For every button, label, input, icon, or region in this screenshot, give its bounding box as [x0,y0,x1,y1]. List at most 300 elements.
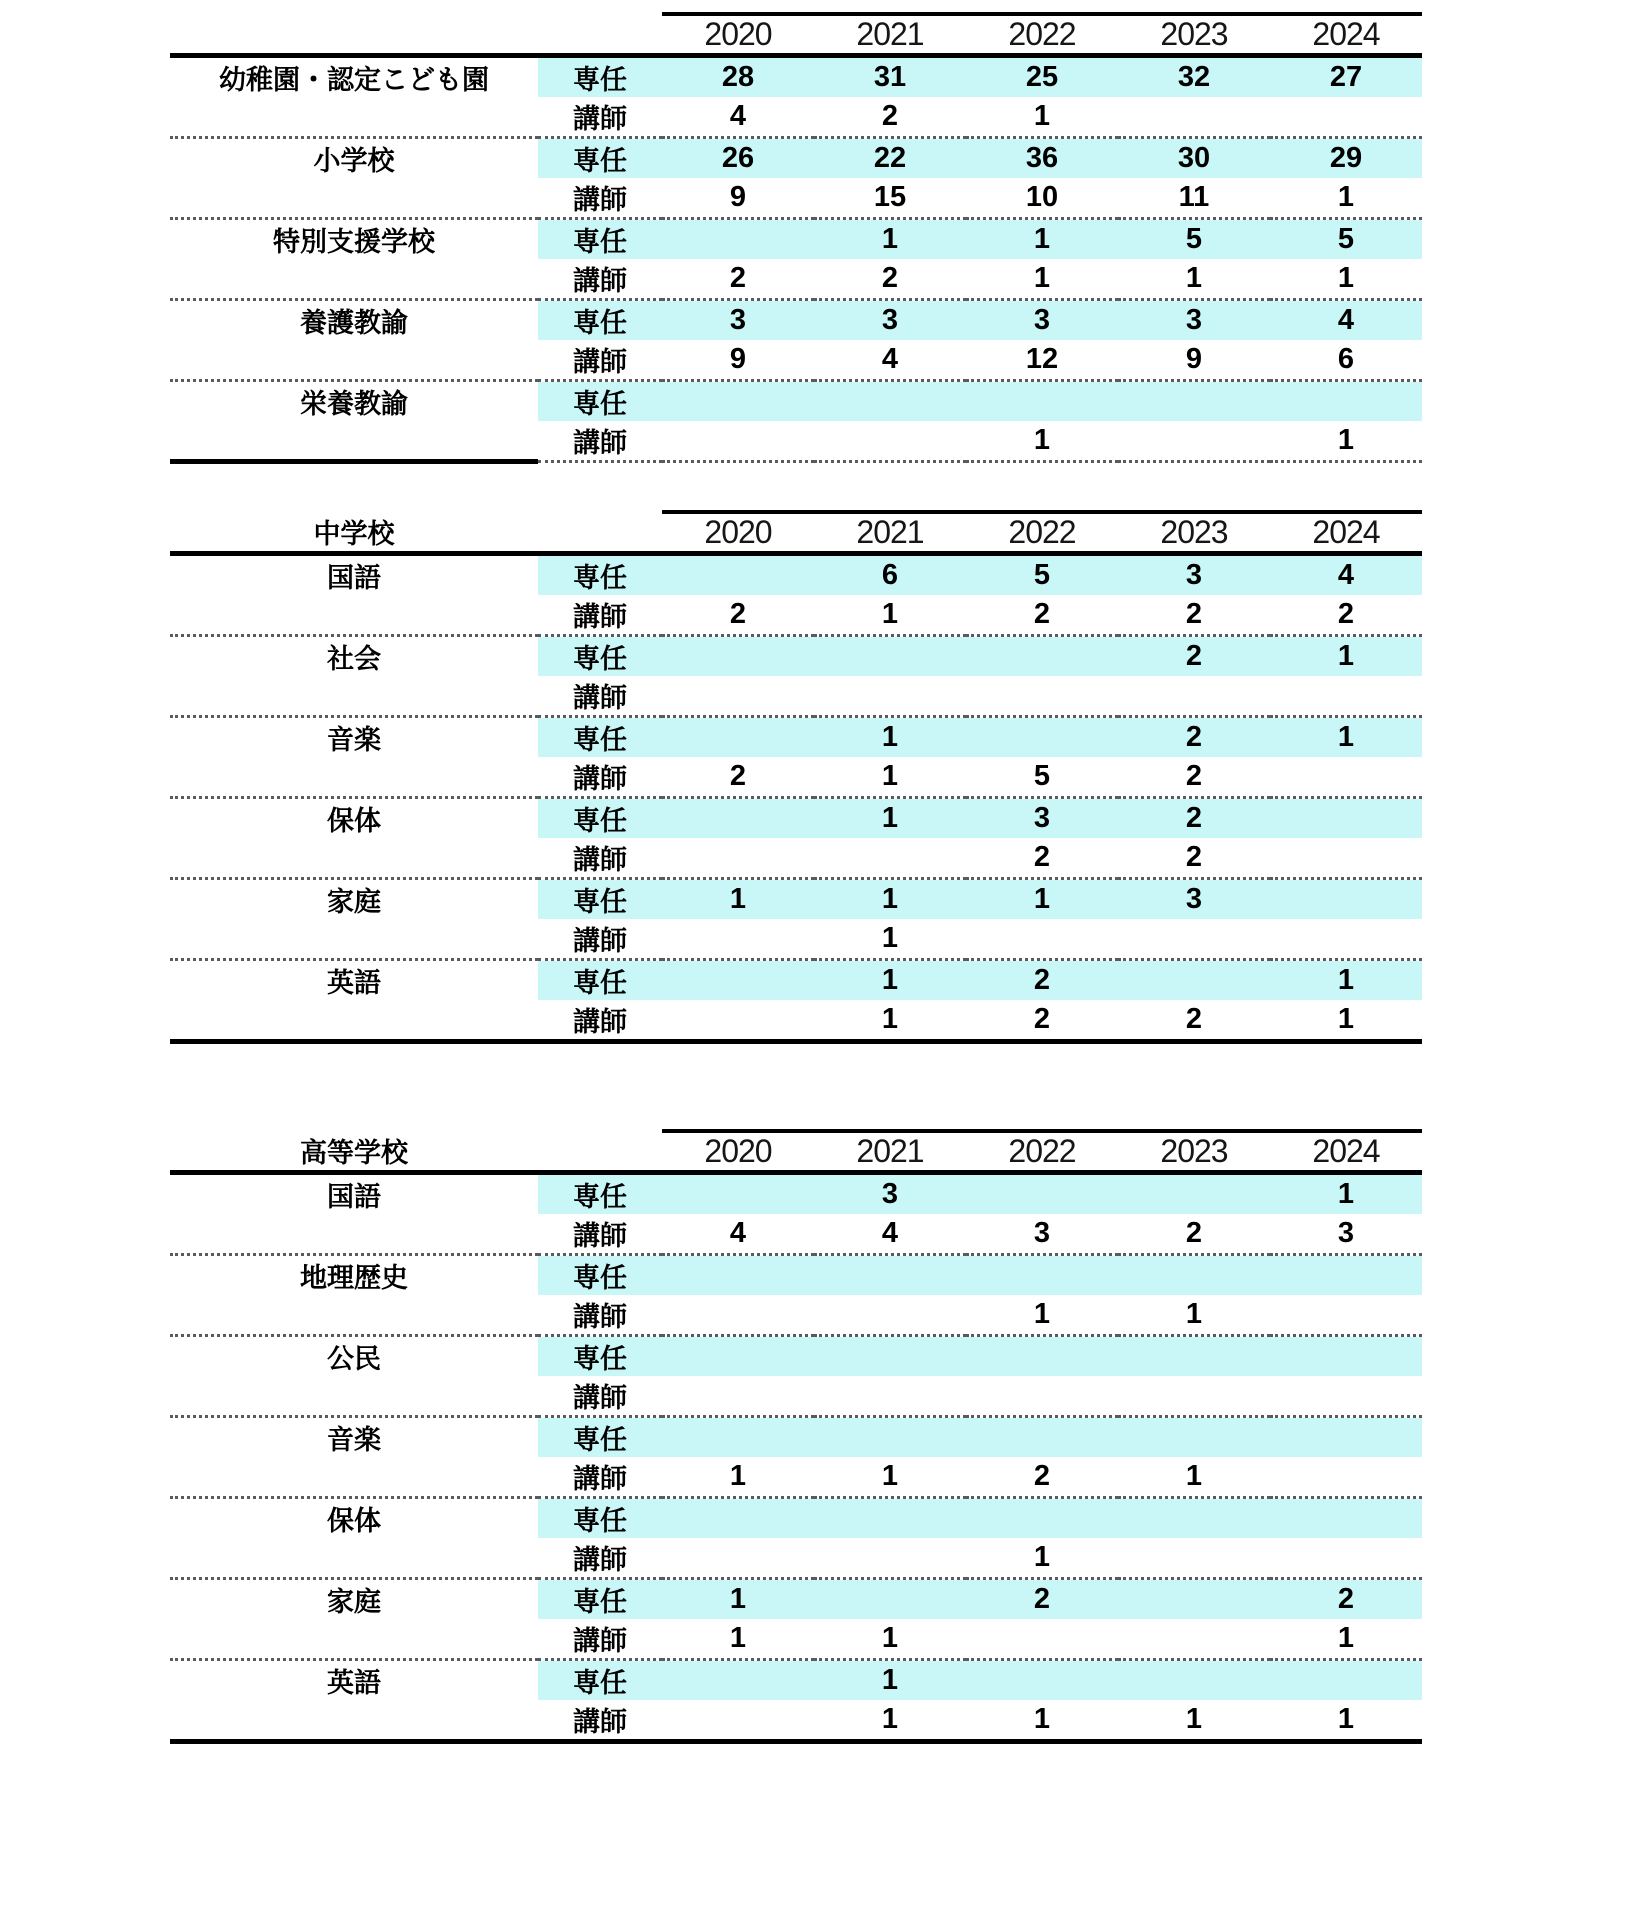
value-cell: 4 [729,100,747,132]
table-row [170,1538,1422,1579]
table-row [170,919,1422,960]
category-spacer [170,595,538,636]
value-cell: 12 [1025,343,1059,375]
value-cell [966,1173,1118,1215]
table-row [170,757,1422,798]
category-label: 保体 [170,1498,538,1539]
recruitment-table-high-school [170,1129,1422,1744]
role-header-spacer [538,512,662,554]
value-cell [1270,1255,1422,1296]
value-cell: 1 [662,879,814,920]
value-cell: 1 [814,798,966,839]
value-cell: 1 [814,879,966,920]
value-cell [1118,919,1270,960]
value-cell [1118,1538,1270,1579]
table-row [170,676,1422,717]
value-cell: 15 [873,181,907,213]
value-cell [1270,1538,1422,1579]
value-cell [814,1336,966,1377]
value-cell: 1 [1270,717,1422,758]
value-cell [1118,1255,1270,1296]
value-cell: 1 [1270,960,1422,1001]
value-cell: 2 [1270,1579,1422,1620]
table-row [170,1000,1422,1042]
year-header: 2022 [966,512,1118,554]
role-label-fulltime: 専任 [538,717,662,758]
value-cell: 2 [729,598,747,630]
table-title: 中学校 [170,512,538,554]
role-label-lecturer: 講師 [573,683,627,713]
value-cell [662,798,814,839]
year-header: 2022 [966,14,1118,56]
role-label-fulltime: 専任 [538,798,662,839]
value-cell: 1 [1033,1541,1051,1573]
value-cell [1118,1173,1270,1215]
table-row [170,381,1422,422]
value-cell: 2 [966,1579,1118,1620]
value-cell [1270,97,1422,138]
category-label: 幼稚園・認定こども園 [219,65,489,95]
role-header-spacer [538,1131,662,1173]
value-cell: 2 [1185,598,1203,630]
value-cell [814,676,966,717]
table-row [170,219,1422,260]
category-spacer [170,1295,538,1336]
table-row [170,1619,1422,1660]
value-cell: 3 [1337,1217,1355,1249]
value-cell [814,1538,966,1579]
value-cell [966,1255,1118,1296]
value-cell: 4 [1270,554,1422,596]
value-cell: 1 [729,1460,747,1492]
category-spacer [170,1457,538,1498]
value-cell [662,1498,814,1539]
value-cell: 1 [1033,100,1051,132]
table-row [170,595,1422,636]
value-cell [966,1376,1118,1417]
value-cell: 1 [1270,1173,1422,1215]
value-cell [814,1417,966,1458]
value-cell: 6 [814,554,966,596]
value-cell [966,1336,1118,1377]
value-cell: 3 [814,300,966,341]
role-label-lecturer: 講師 [573,347,627,377]
value-cell [1118,97,1270,138]
value-cell [662,636,814,677]
value-cell [1270,1660,1422,1701]
table-row [170,1498,1422,1539]
table-row [170,879,1422,920]
value-cell: 1 [966,219,1118,260]
recruitment-table-junior-high [170,510,1422,1044]
value-cell [814,1255,966,1296]
value-cell: 2 [1118,1000,1270,1042]
category-label: 小学校 [170,138,538,179]
role-label-fulltime: 専任 [538,960,662,1001]
value-cell [1118,1660,1270,1701]
value-cell: 3 [1033,1217,1051,1249]
table-row [170,1417,1422,1458]
value-cell: 27 [1270,56,1422,98]
table-row [170,259,1422,300]
value-cell [1270,1295,1422,1336]
category-label: 家庭 [170,879,538,920]
value-cell: 1 [966,421,1118,462]
year-header-row [170,14,1422,56]
role-label-lecturer: 講師 [573,266,627,296]
value-cell [662,960,814,1001]
value-cell [814,1579,966,1620]
category-spacer [170,97,538,138]
role-header-spacer [538,14,662,56]
value-cell [1270,757,1422,798]
value-cell: 1 [881,760,899,792]
value-cell: 1 [814,219,966,260]
value-cell [662,1255,814,1296]
role-label-lecturer: 講師 [573,185,627,215]
value-cell [1118,1376,1270,1417]
value-cell: 3 [1118,554,1270,596]
value-cell [1118,1579,1270,1620]
role-label-fulltime: 専任 [538,1336,662,1377]
value-cell [966,636,1118,677]
value-cell [966,717,1118,758]
role-label-lecturer: 講師 [573,104,627,134]
role-label-lecturer: 講師 [573,602,627,632]
value-cell: 4 [1270,300,1422,341]
table-row [170,1700,1422,1742]
value-cell [814,1295,966,1336]
table-row [170,1376,1422,1417]
value-cell [966,1660,1118,1701]
table-row [170,798,1422,839]
value-cell [1270,1376,1422,1417]
year-header: 2023 [1118,14,1270,56]
year-header-row [170,512,1422,554]
value-cell: 1 [814,960,966,1001]
value-cell [662,421,814,462]
category-label: 英語 [170,1660,538,1701]
value-cell [1118,960,1270,1001]
role-label-fulltime: 専任 [538,1579,662,1620]
category-label: 英語 [170,960,538,1001]
category-label: 音楽 [170,1417,538,1458]
value-cell: 4 [881,343,899,375]
value-cell [966,919,1118,960]
category-label: 地理歴史 [170,1255,538,1296]
value-cell: 1 [814,717,966,758]
category-label: 国語 [327,1182,381,1212]
recruitment-table-kindergarten-elementary [170,12,1422,464]
category-spacer [170,259,538,300]
value-cell: 1 [814,1700,966,1742]
value-cell: 3 [966,300,1118,341]
value-cell [662,838,814,879]
value-cell [966,1619,1118,1660]
page [0,12,1626,1744]
category-spacer [170,676,538,717]
value-cell [1270,919,1422,960]
value-cell [1270,1457,1422,1498]
category-spacer [170,1214,538,1255]
table-row [170,421,1422,462]
category-label: 国語 [327,563,381,593]
value-cell: 32 [1118,56,1270,98]
value-cell: 36 [966,138,1118,179]
value-cell [1270,838,1422,879]
value-cell: 1 [1185,1460,1203,1492]
year-header: 2020 [662,1131,814,1173]
value-cell [814,636,966,677]
value-cell: 1 [881,1622,899,1654]
role-label-fulltime: 専任 [538,219,662,260]
value-cell: 2 [1118,636,1270,677]
value-cell: 2 [729,760,747,792]
value-cell: 6 [1337,343,1355,375]
value-cell: 2 [1033,598,1051,630]
value-cell: 1 [1270,636,1422,677]
value-cell: 22 [814,138,966,179]
value-cell: 2 [881,100,899,132]
value-cell: 1 [1337,181,1355,213]
role-label-lecturer: 講師 [538,1700,662,1742]
year-header: 2021 [814,512,966,554]
value-cell [1118,1417,1270,1458]
category-label: 社会 [170,636,538,677]
year-header: 2024 [1270,512,1422,554]
value-cell: 2 [1033,841,1051,873]
category-spacer [170,1000,538,1042]
value-cell [814,381,966,422]
value-cell: 1 [881,1460,899,1492]
value-cell: 4 [729,1217,747,1249]
value-cell: 1 [1033,262,1051,294]
table-row [170,340,1422,381]
category-spacer [170,178,538,219]
value-cell [1270,798,1422,839]
value-cell: 3 [662,300,814,341]
value-cell [1118,676,1270,717]
value-cell [662,381,814,422]
table-row [170,300,1422,341]
value-cell: 1 [1270,1700,1422,1742]
category-spacer [170,421,538,462]
category-label: 音楽 [170,717,538,758]
table-row [170,56,1422,98]
year-header: 2024 [1270,14,1422,56]
value-cell: 2 [1118,798,1270,839]
table-row [170,554,1422,596]
table-row [170,178,1422,219]
value-cell: 5 [1033,760,1051,792]
category-label: 特別支援学校 [170,219,538,260]
value-cell [1118,381,1270,422]
role-label-fulltime: 専任 [538,300,662,341]
value-cell [662,1173,814,1215]
role-label-lecturer: 講師 [573,926,627,956]
value-cell: 1 [1270,1000,1422,1042]
value-cell [1270,1336,1422,1377]
category-label: 養護教諭 [170,300,538,341]
value-cell [966,676,1118,717]
value-cell: 2 [966,960,1118,1001]
value-cell: 1 [1185,1298,1203,1330]
table-row [170,1214,1422,1255]
role-label-fulltime: 専任 [538,138,662,179]
value-cell [814,838,966,879]
value-cell: 3 [1118,879,1270,920]
year-header: 2021 [814,14,966,56]
value-cell [662,1295,814,1336]
value-cell [662,676,814,717]
value-cell: 1 [966,1700,1118,1742]
value-cell: 1 [966,879,1118,920]
value-cell: 2 [729,262,747,294]
value-cell: 11 [1178,181,1210,213]
value-cell [814,1376,966,1417]
value-cell [662,1417,814,1458]
category-spacer [170,340,538,381]
value-cell: 2 [1185,760,1203,792]
value-cell: 2 [881,262,899,294]
value-cell: 28 [662,56,814,98]
value-cell: 1 [729,1622,747,1654]
table-title: 高等学校 [170,1131,538,1173]
value-cell: 5 [1270,219,1422,260]
value-cell [662,1376,814,1417]
year-header: 2022 [966,1131,1118,1173]
category-spacer [170,1700,538,1742]
category-spacer [170,1376,538,1417]
category-label: 公民 [170,1336,538,1377]
role-label-lecturer: 講師 [538,1000,662,1042]
value-cell: 26 [662,138,814,179]
value-cell [814,1498,966,1539]
table-row [170,717,1422,758]
value-cell: 1 [1118,1700,1270,1742]
value-cell [662,1000,814,1042]
category-spacer [170,919,538,960]
role-label-lecturer: 講師 [573,1302,627,1332]
year-header: 2020 [662,14,814,56]
year-header: 2021 [814,1131,966,1173]
value-cell [1118,1336,1270,1377]
category-spacer [170,1538,538,1579]
year-header: 2023 [1118,512,1270,554]
category-label: 家庭 [170,1579,538,1620]
value-cell: 1 [1337,262,1355,294]
value-cell [662,1336,814,1377]
value-cell [662,1660,814,1701]
table-title [170,14,538,56]
value-cell: 1 [1270,421,1422,462]
category-label: 保体 [170,798,538,839]
value-cell: 29 [1270,138,1422,179]
value-cell: 2 [1033,1460,1051,1492]
table-row [170,138,1422,179]
value-cell: 2 [1185,841,1203,873]
role-label-fulltime: 専任 [538,554,662,596]
year-header: 2020 [662,512,814,554]
role-label-lecturer: 講師 [573,1545,627,1575]
value-cell: 4 [881,1217,899,1249]
value-cell [662,1538,814,1579]
value-cell: 5 [966,554,1118,596]
role-label-lecturer: 講師 [573,1464,627,1494]
table-row [170,838,1422,879]
value-cell: 9 [1185,343,1203,375]
value-cell [966,381,1118,422]
table-row [170,960,1422,1001]
role-label-fulltime: 専任 [538,1660,662,1701]
value-cell: 5 [1118,219,1270,260]
value-cell [1270,676,1422,717]
role-label-lecturer: 講師 [573,1383,627,1413]
table-row [170,1173,1422,1215]
table-row [170,1295,1422,1336]
value-cell [1270,1417,1422,1458]
category-spacer [170,1619,538,1660]
value-cell: 1 [814,1660,966,1701]
year-header-row [170,1131,1422,1173]
value-cell [1118,421,1270,462]
value-cell: 2 [1337,598,1355,630]
table-row [170,636,1422,677]
value-cell [662,554,814,596]
value-cell: 1 [881,598,899,630]
value-cell: 1 [1185,262,1203,294]
value-cell: 2 [1118,717,1270,758]
value-cell: 3 [1118,300,1270,341]
value-cell [1270,879,1422,920]
role-label-lecturer: 講師 [573,764,627,794]
value-cell [1270,1498,1422,1539]
value-cell [1270,381,1422,422]
table-row [170,1457,1422,1498]
value-cell: 10 [1025,181,1059,213]
value-cell: 3 [814,1173,966,1215]
value-cell: 25 [966,56,1118,98]
value-cell: 1 [1337,1622,1355,1654]
year-header: 2024 [1270,1131,1422,1173]
value-cell: 2 [966,1000,1118,1042]
table-row [170,1336,1422,1377]
role-label-fulltime: 専任 [538,879,662,920]
value-cell [662,717,814,758]
value-cell: 9 [729,343,747,375]
value-cell: 1 [814,1000,966,1042]
role-label-fulltime: 専任 [538,381,662,422]
role-label-fulltime: 専任 [538,1417,662,1458]
role-label-lecturer: 講師 [538,421,662,462]
table-row [170,1255,1422,1296]
role-label-fulltime: 専任 [538,1255,662,1296]
value-cell: 31 [814,56,966,98]
value-cell: 1 [1033,1298,1051,1330]
value-cell [814,421,966,462]
role-label-lecturer: 講師 [573,1626,627,1656]
value-cell [966,1417,1118,1458]
table-row [170,1660,1422,1701]
category-spacer [170,757,538,798]
role-label-fulltime: 専任 [538,636,662,677]
value-cell [966,1498,1118,1539]
value-cell: 30 [1118,138,1270,179]
role-label-lecturer: 講師 [573,845,627,875]
table-row [170,97,1422,138]
value-cell: 9 [729,181,747,213]
value-cell [1118,1498,1270,1539]
